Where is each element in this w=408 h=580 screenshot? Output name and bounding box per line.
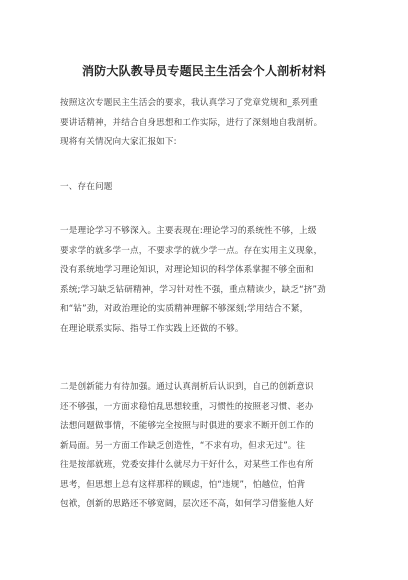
- point-two-paragraph: [60, 378, 352, 515]
- text-line: 按照这次专题民主生活会的要求，我认真学习了党章党规和_系列重: [60, 98, 319, 108]
- text-line: 在理论联系实际、指导工作实践上还做的不够。: [60, 323, 244, 334]
- text-line: 要求学的就多学一点，不要求学的就少学一点。存在实用主义现象，: [60, 245, 323, 256]
- text-line: 法想问题做事情，不能够完全按照与时俱进的要求不断开创工作的: [60, 421, 314, 431]
- text-line: 和“钻”劲，对政治理论的实质精神理解不够深刻;学用结合不紧，: [60, 304, 309, 314]
- text-line: 现将有关情况向大家汇报如下:: [60, 137, 177, 147]
- text-line: 包袱，创新的思路还不够宽阔，层次还不高，如何学习借鉴他人好: [60, 499, 314, 509]
- text-line: 往是按部就班，党委安排什么就尽力干好什么，对某些工作也有所: [60, 460, 314, 470]
- text-line: 没有系统地学习理论知识，对理论知识的科学体系掌握不够全面和: [60, 265, 314, 275]
- document-title: 消防大队教导员专题民主生活会个人剖析材料: [81, 64, 326, 78]
- section-heading-text: 一、存在问题: [60, 182, 113, 192]
- intro-paragraph: [60, 94, 352, 153]
- text-line: 系统;学习缺乏钻研精神，学习针对性不强，重点精读少，缺乏“挤”劲: [60, 284, 326, 295]
- point-one-paragraph: [60, 222, 352, 339]
- section-heading: [60, 178, 352, 198]
- text-line: 思考，但思想上总有这样那样的顾虑，怕“违规”，怕越位，怕背: [60, 479, 306, 490]
- text-line: 二是创新能力有待加强。通过认真剖析后认识到，自己的创新意识: [60, 382, 314, 392]
- text-line: 新局面。另一方面工作缺乏创造性，“不求有功，但求无过”。往: [60, 440, 306, 451]
- text-line: 还不够强，一方面求稳怕乱思想较重，习惯性的按照老习惯、老办: [60, 401, 314, 412]
- text-line: 一是理论学习不够深入。主要表现在:理论学习的系统性不够，上级: [60, 226, 317, 236]
- text-line: 要讲话精神，并结合自身思想和工作实际，进行了深刻地自我剖析。: [60, 117, 323, 128]
